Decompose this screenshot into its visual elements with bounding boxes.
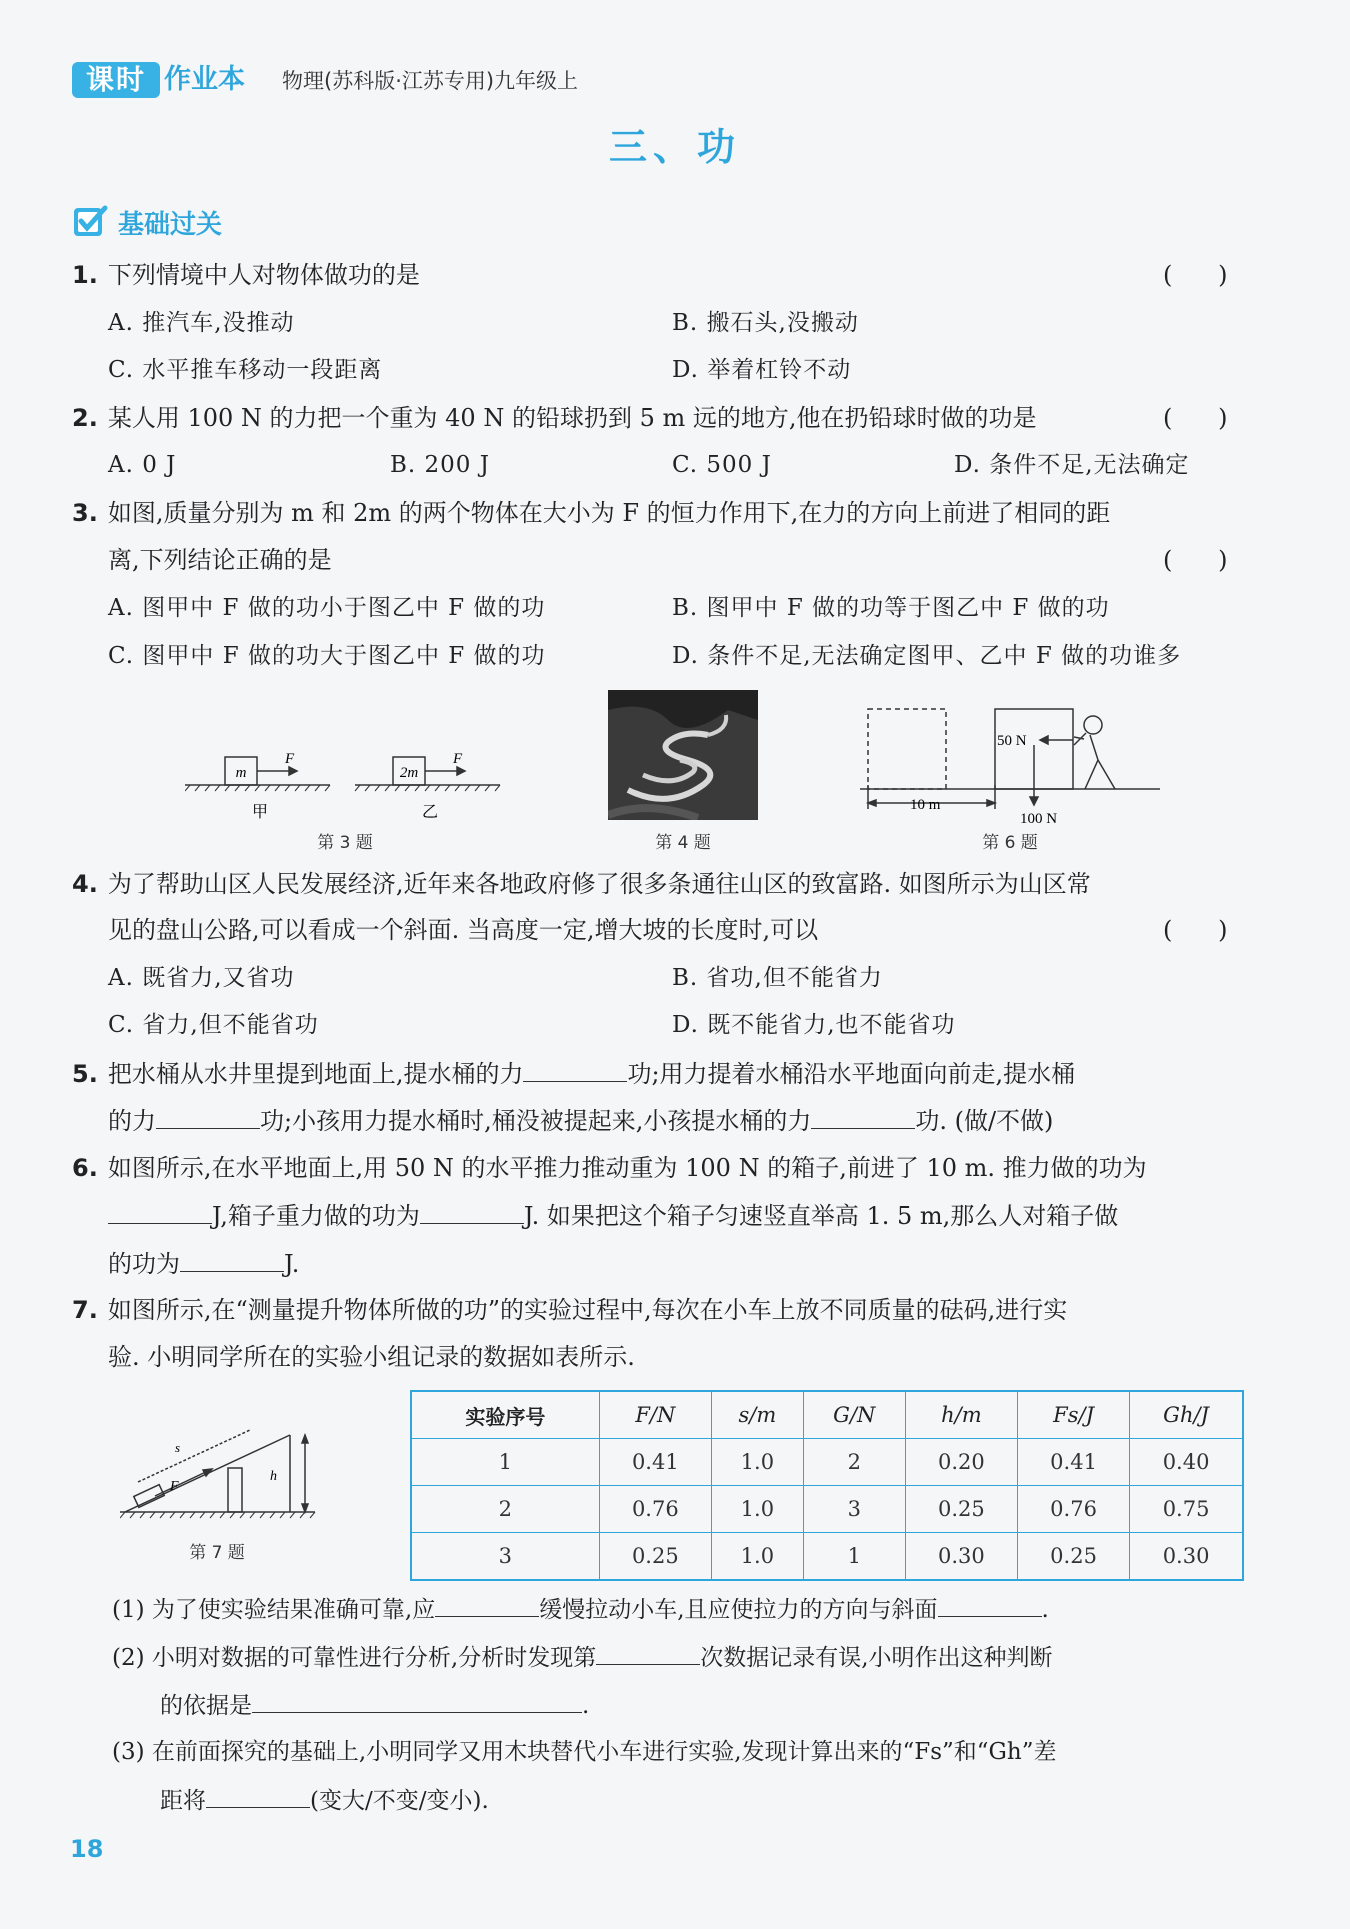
answer-blank[interactable] bbox=[156, 1104, 260, 1129]
option-c[interactable]: C. 省力,但不能省功 bbox=[108, 1012, 319, 1038]
question-text: J,箱子重力做的功为 bbox=[212, 1202, 420, 1230]
subquestion-1 bbox=[112, 1592, 1049, 1626]
question-stem-line1: 如图,质量分别为 m 和 2m 的两个物体在大小为 F 的恒力作用下,在力的方向上前进了相同的距 bbox=[107, 499, 1111, 527]
table-cell: 0.25 bbox=[905, 1486, 1017, 1533]
table-cell: 0.75 bbox=[1130, 1486, 1243, 1533]
question-text: (2) 小明对数据的可靠性进行分析,分析时发现第 bbox=[112, 1645, 597, 1671]
option-b[interactable]: B. 200 J bbox=[390, 452, 490, 478]
table-row bbox=[411, 1533, 1243, 1581]
f-label: F bbox=[170, 1479, 179, 1494]
question-stem-line1: 为了帮助山区人民发展经济,近年来各地政府修了很多条通往山区的致富路. 如图所示为山区常 bbox=[107, 870, 1091, 898]
answer-bracket[interactable]: ( ) bbox=[1163, 404, 1228, 432]
question-2 bbox=[72, 402, 1037, 434]
answer-blank[interactable] bbox=[108, 1199, 212, 1224]
table-cell: 1.0 bbox=[711, 1439, 803, 1486]
question-number: 6. bbox=[72, 1154, 98, 1182]
mass-label: 2m bbox=[399, 765, 419, 781]
subject-label: 物理(苏科版·江苏专用)九年级上 bbox=[282, 69, 579, 93]
force-label: F bbox=[285, 751, 295, 767]
push-force-label: 50 N bbox=[997, 733, 1027, 749]
figure-7-incline bbox=[120, 1420, 320, 1530]
question-number: 4. bbox=[72, 870, 98, 898]
answer-blank[interactable] bbox=[938, 1592, 1042, 1617]
table-header: s/m bbox=[711, 1391, 803, 1439]
question-number: 1. bbox=[72, 261, 98, 289]
question-number: 7. bbox=[72, 1296, 98, 1324]
weight-label: 100 N bbox=[1020, 811, 1058, 825]
question-number: 3. bbox=[72, 499, 98, 527]
answer-blank[interactable] bbox=[596, 1640, 700, 1665]
answer-blank[interactable] bbox=[252, 1688, 582, 1713]
question-text: 功;用力提着水桶沿水平地面向前走,提水桶 bbox=[627, 1060, 1076, 1088]
option-a[interactable]: A. 0 J bbox=[108, 452, 177, 478]
table-row bbox=[411, 1439, 1243, 1486]
question-7-line2: 验. 小明同学所在的实验小组记录的数据如表所示. bbox=[108, 1343, 635, 1371]
answer-bracket[interactable]: ( ) bbox=[1163, 261, 1228, 289]
option-b[interactable]: B. 搬石头,没搬动 bbox=[672, 310, 859, 336]
question-1 bbox=[72, 259, 420, 291]
mass-label: m bbox=[235, 765, 247, 781]
table-cell: 1 bbox=[411, 1439, 599, 1486]
option-a[interactable]: A. 既省力,又省功 bbox=[108, 965, 295, 991]
question-text: (1) 为了使实验结果准确可靠,应 bbox=[112, 1597, 436, 1623]
question-number: 5. bbox=[72, 1060, 98, 1088]
table-cell: 0.40 bbox=[1130, 1439, 1243, 1486]
checkbox-icon bbox=[72, 204, 108, 240]
s-label: s bbox=[175, 1440, 181, 1455]
table-cell: 0.41 bbox=[599, 1439, 711, 1486]
question-6-line2 bbox=[108, 1199, 1118, 1232]
figure-3-diagram bbox=[185, 735, 505, 830]
table-cell: 1 bbox=[803, 1533, 905, 1581]
subquestion-2 bbox=[112, 1640, 1053, 1674]
question-text: 功;小孩用力提水桶时,桶没被提起来,小孩提水桶的力 bbox=[260, 1107, 812, 1135]
question-4 bbox=[72, 868, 1091, 900]
table-cell: 0.25 bbox=[599, 1533, 711, 1581]
figure-caption: 第 3 题 bbox=[317, 833, 373, 853]
table-cell: 0.25 bbox=[1017, 1533, 1129, 1581]
force-label: F bbox=[453, 751, 463, 767]
winding-road-image bbox=[608, 690, 758, 820]
option-d[interactable]: D. 既不能省力,也不能省功 bbox=[672, 1012, 956, 1038]
question-text: 的功为 bbox=[108, 1250, 180, 1278]
question-text: 的依据是 bbox=[160, 1693, 252, 1719]
table-header: Fs/J bbox=[1017, 1391, 1129, 1439]
question-text: 把水桶从水井里提到地面上,提水桶的力 bbox=[107, 1060, 524, 1088]
table-row bbox=[411, 1486, 1243, 1533]
question-text: (变大/不变/变小). bbox=[310, 1788, 489, 1814]
question-5 bbox=[72, 1057, 1075, 1090]
option-a[interactable]: A. 图甲中 F 做的功小于图乙中 F 做的功 bbox=[108, 595, 546, 621]
table-cell: 2 bbox=[803, 1439, 905, 1486]
table-header: G/N bbox=[803, 1391, 905, 1439]
question-stem-line2: 见的盘山公路,可以看成一个斜面. 当高度一定,增大坡的长度时,可以 bbox=[108, 916, 819, 944]
answer-blank[interactable] bbox=[811, 1104, 915, 1129]
question-text: 次数据记录有误,小明作出这种判断 bbox=[700, 1645, 1053, 1671]
answer-bracket[interactable]: ( ) bbox=[1163, 916, 1228, 944]
option-b[interactable]: B. 图甲中 F 做的功等于图乙中 F 做的功 bbox=[672, 595, 1110, 621]
question-text: J. 如果把这个箱子匀速竖直举高 1. 5 m,那么人对箱子做 bbox=[523, 1202, 1119, 1230]
question-text: 如图所示,在水平地面上,用 50 N 的水平推力推动重为 100 N 的箱子,前进了 10 m. 推力做的功为 bbox=[107, 1154, 1147, 1182]
table-cell: 0.76 bbox=[1017, 1486, 1129, 1533]
answer-blank[interactable] bbox=[435, 1592, 539, 1617]
table-header: 实验序号 bbox=[411, 1391, 599, 1439]
table-cell: 0.41 bbox=[1017, 1439, 1129, 1486]
question-6 bbox=[72, 1152, 1147, 1184]
table-header: h/m bbox=[905, 1391, 1017, 1439]
answer-blank[interactable] bbox=[420, 1199, 524, 1224]
h-label: h bbox=[270, 1469, 277, 1484]
question-text: 如图所示,在“测量提升物体所做的功”的实验过程中,每次在小车上放不同质量的砝码,进行实 bbox=[107, 1296, 1068, 1324]
section-heading bbox=[72, 203, 222, 241]
question-number: 2. bbox=[72, 404, 98, 432]
answer-bracket[interactable]: ( ) bbox=[1163, 546, 1228, 574]
option-c[interactable]: C. 水平推车移动一段距离 bbox=[108, 357, 383, 383]
question-3 bbox=[72, 497, 1110, 529]
table-cell: 0.30 bbox=[1130, 1533, 1243, 1581]
question-text: . bbox=[582, 1693, 590, 1719]
question-stem-line2: 离,下列结论正确的是 bbox=[108, 546, 332, 574]
figure-caption: 第 4 题 bbox=[655, 833, 711, 853]
section-label: 基础过关 bbox=[118, 209, 223, 240]
question-6-line3 bbox=[108, 1247, 299, 1280]
distance-label: 10 m bbox=[910, 797, 941, 813]
option-d[interactable]: D. 条件不足,无法确定 bbox=[954, 452, 1190, 478]
question-stem: 下列情境中人对物体做功的是 bbox=[107, 261, 420, 289]
table-header-row bbox=[411, 1391, 1243, 1439]
mountain-road-photo bbox=[608, 690, 758, 820]
brand-logo: 课时 bbox=[72, 62, 160, 98]
table-cell: 2 bbox=[411, 1486, 599, 1533]
figure-label: 乙 bbox=[421, 802, 439, 821]
table-cell: 1.0 bbox=[711, 1486, 803, 1533]
question-text: 距将 bbox=[160, 1788, 206, 1814]
question-5-line2 bbox=[108, 1104, 1053, 1137]
answer-blank[interactable] bbox=[523, 1057, 627, 1082]
page-number: 18 bbox=[70, 1835, 104, 1863]
table-cell: 3 bbox=[803, 1486, 905, 1533]
question-stem: 某人用 100 N 的力把一个重为 40 N 的铅球扔到 5 m 远的地方,他在扔铅球时做的功是 bbox=[107, 404, 1037, 432]
table-header: F/N bbox=[599, 1391, 711, 1439]
subquestion-3: (3) 在前面探究的基础上,小明同学又用木块替代小车进行实验,发现计算出来的“Fs”和“Gh”差 bbox=[112, 1739, 1057, 1765]
figure-6-diagram bbox=[860, 705, 1160, 825]
question-7 bbox=[72, 1294, 1067, 1326]
table-cell: 1.0 bbox=[711, 1533, 803, 1581]
page-title: 三、功 bbox=[608, 125, 741, 169]
option-b[interactable]: B. 省功,但不能省力 bbox=[672, 965, 883, 991]
table-cell: 3 bbox=[411, 1533, 599, 1581]
option-c[interactable]: C. 图甲中 F 做的功大于图乙中 F 做的功 bbox=[108, 643, 546, 669]
option-d[interactable]: D. 条件不足,无法确定图甲、乙中 F 做的功谁多 bbox=[672, 643, 1182, 669]
question-text: 功. (做/不做) bbox=[915, 1107, 1054, 1135]
data-table bbox=[410, 1390, 1244, 1581]
figure-caption: 第 6 题 bbox=[982, 833, 1038, 853]
question-text: 缓慢拉动小车,且应使拉力的方向与斜面 bbox=[539, 1597, 938, 1623]
answer-blank[interactable] bbox=[180, 1247, 284, 1272]
option-a[interactable]: A. 推汽车,没推动 bbox=[108, 310, 295, 336]
option-c[interactable]: C. 500 J bbox=[672, 452, 772, 478]
brand-name: 作业本 bbox=[164, 64, 245, 95]
figure-caption: 第 7 题 bbox=[189, 1543, 245, 1563]
question-text: . bbox=[1041, 1597, 1049, 1623]
table-cell: 0.76 bbox=[599, 1486, 711, 1533]
subquestion-3-line2 bbox=[160, 1783, 489, 1817]
table-cell: 0.30 bbox=[905, 1533, 1017, 1581]
table-cell: 0.20 bbox=[905, 1439, 1017, 1486]
question-text: J. bbox=[284, 1250, 300, 1278]
figure-label: 甲 bbox=[251, 802, 269, 821]
answer-blank[interactable] bbox=[206, 1783, 310, 1808]
table-header: Gh/J bbox=[1130, 1391, 1243, 1439]
option-d[interactable]: D. 举着杠铃不动 bbox=[672, 357, 852, 383]
subquestion-2-line2 bbox=[160, 1688, 589, 1722]
question-text: 的力 bbox=[108, 1107, 156, 1135]
